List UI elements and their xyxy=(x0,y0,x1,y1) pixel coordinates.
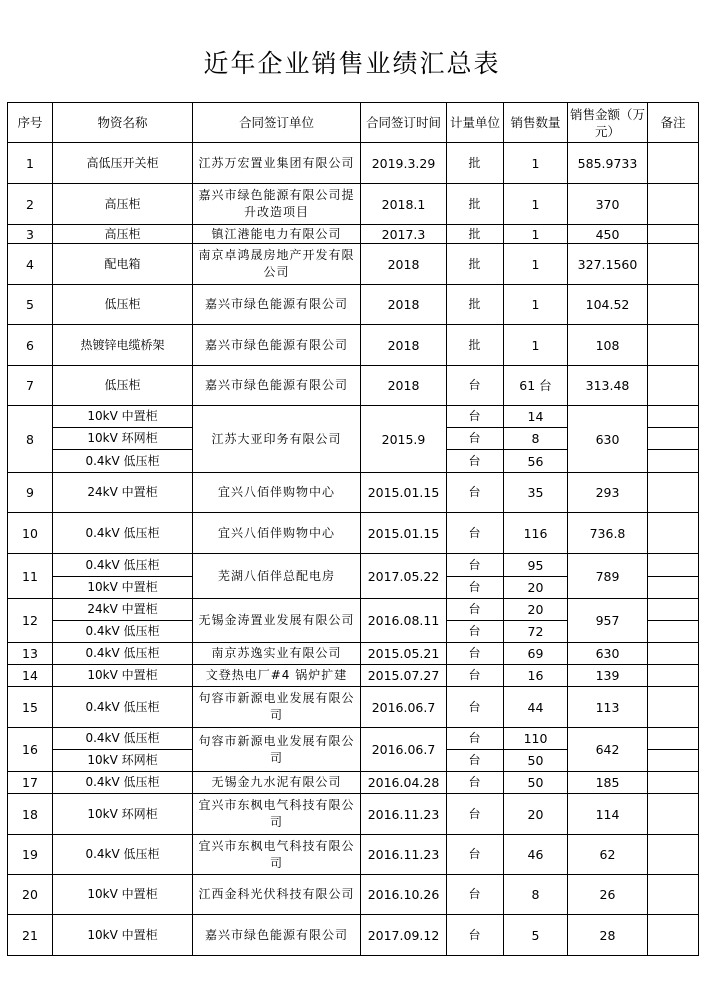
amount-cell: 293 xyxy=(568,473,648,513)
amount-cell: 736.8 xyxy=(568,513,648,554)
note-cell xyxy=(648,406,699,428)
note-cell xyxy=(648,325,699,366)
note-cell xyxy=(648,599,699,621)
row-no-cell: 12 xyxy=(8,599,53,643)
row-no-cell: 21 xyxy=(8,915,53,956)
row-no-cell: 11 xyxy=(8,554,53,599)
contract-date-cell: 2015.07.27 xyxy=(361,665,447,687)
item-name-cell: 10kV 环网柜 xyxy=(53,750,193,772)
qty-cell: 20 xyxy=(504,577,568,599)
row-no-cell: 4 xyxy=(8,244,53,285)
qty-cell: 14 xyxy=(504,406,568,428)
table-row xyxy=(8,325,699,366)
qty-cell: 1 xyxy=(504,184,568,225)
amount-cell: 630 xyxy=(568,643,648,665)
contract-date-cell: 2018 xyxy=(361,244,447,285)
amount-cell: 370 xyxy=(568,184,648,225)
item-name-cell: 高低压开关柜 xyxy=(53,143,193,184)
qty-cell: 35 xyxy=(504,473,568,513)
amount-cell: 450 xyxy=(568,225,648,244)
item-name-cell: 0.4kV 低压柜 xyxy=(53,554,193,577)
item-name-cell: 10kV 中置柜 xyxy=(53,915,193,956)
table-row xyxy=(8,772,699,794)
amount-cell: 108 xyxy=(568,325,648,366)
row-no-cell: 7 xyxy=(8,366,53,406)
table-row xyxy=(8,406,699,428)
row-no-cell: 5 xyxy=(8,285,53,325)
item-name-cell: 低压柜 xyxy=(53,285,193,325)
unit-cell: 台 xyxy=(447,599,504,621)
amount-cell: 139 xyxy=(568,665,648,687)
table-row xyxy=(8,794,699,835)
amount-cell: 313.48 xyxy=(568,366,648,406)
qty-cell: 50 xyxy=(504,750,568,772)
table-row xyxy=(8,835,699,875)
contract-date-cell: 2017.05.22 xyxy=(361,554,447,599)
contract-date-cell: 2017.3 xyxy=(361,225,447,244)
item-name-cell: 10kV 环网柜 xyxy=(53,428,193,450)
amount-cell: 630 xyxy=(568,406,648,473)
item-name-cell: 24kV 中置柜 xyxy=(53,473,193,513)
table-row xyxy=(8,728,699,750)
item-name-cell: 10kV 中置柜 xyxy=(53,665,193,687)
note-cell xyxy=(648,665,699,687)
contract-date-cell: 2016.06.7 xyxy=(361,687,447,728)
qty-cell: 1 xyxy=(504,244,568,285)
note-cell xyxy=(648,554,699,577)
table-body xyxy=(8,143,699,956)
item-name-cell: 0.4kV 低压柜 xyxy=(53,621,193,643)
header-cell-no: 序号 xyxy=(8,103,53,143)
contract-date-cell: 2017.09.12 xyxy=(361,915,447,956)
table-row xyxy=(8,687,699,728)
note-cell xyxy=(648,794,699,835)
table-row xyxy=(8,554,699,577)
note-cell xyxy=(648,513,699,554)
table-row xyxy=(8,143,699,184)
qty-cell: 20 xyxy=(504,599,568,621)
amount-cell: 26 xyxy=(568,875,648,915)
table-row xyxy=(8,643,699,665)
item-name-cell: 24kV 中置柜 xyxy=(53,599,193,621)
contract-org-cell: 文登热电厂#4 锅炉扩建 xyxy=(193,665,361,687)
item-name-cell: 10kV 环网柜 xyxy=(53,794,193,835)
qty-cell: 1 xyxy=(504,143,568,184)
item-name-cell: 0.4kV 低压柜 xyxy=(53,728,193,750)
unit-cell: 台 xyxy=(447,794,504,835)
unit-cell: 批 xyxy=(447,143,504,184)
item-name-cell: 0.4kV 低压柜 xyxy=(53,687,193,728)
contract-org-cell: 江苏万宏置业集团有限公司 xyxy=(193,143,361,184)
qty-cell: 95 xyxy=(504,554,568,577)
header-cell-qty: 销售数量 xyxy=(504,103,568,143)
note-cell xyxy=(648,244,699,285)
amount-cell: 28 xyxy=(568,915,648,956)
unit-cell: 台 xyxy=(447,687,504,728)
item-name-cell: 10kV 中置柜 xyxy=(53,577,193,599)
unit-cell: 台 xyxy=(447,366,504,406)
contract-date-cell: 2016.08.11 xyxy=(361,599,447,643)
note-cell xyxy=(648,450,699,473)
qty-cell: 61 台 xyxy=(504,366,568,406)
item-name-cell: 0.4kV 低压柜 xyxy=(53,835,193,875)
contract-date-cell: 2018 xyxy=(361,285,447,325)
header-row xyxy=(8,103,699,143)
sales-summary-table xyxy=(7,102,699,956)
contract-org-cell: 嘉兴市绿色能源有限公司提升改造项目 xyxy=(193,184,361,225)
table-row xyxy=(8,184,699,225)
unit-cell: 台 xyxy=(447,875,504,915)
contract-date-cell: 2015.01.15 xyxy=(361,513,447,554)
note-cell xyxy=(648,184,699,225)
contract-org-cell: 嘉兴市绿色能源有限公司 xyxy=(193,915,361,956)
table-row xyxy=(8,875,699,915)
qty-cell: 44 xyxy=(504,687,568,728)
note-cell xyxy=(648,285,699,325)
qty-cell: 116 xyxy=(504,513,568,554)
note-cell xyxy=(648,687,699,728)
qty-cell: 110 xyxy=(504,728,568,750)
unit-cell: 台 xyxy=(447,915,504,956)
contract-date-cell: 2019.3.29 xyxy=(361,143,447,184)
row-no-cell: 19 xyxy=(8,835,53,875)
table-row xyxy=(8,915,699,956)
contract-date-cell: 2018.1 xyxy=(361,184,447,225)
unit-cell: 台 xyxy=(447,406,504,428)
row-no-cell: 15 xyxy=(8,687,53,728)
note-cell xyxy=(648,875,699,915)
row-no-cell: 2 xyxy=(8,184,53,225)
header-cell-amount: 销售金额（万元） xyxy=(568,103,648,143)
qty-cell: 1 xyxy=(504,285,568,325)
header-cell-unit: 计量单位 xyxy=(447,103,504,143)
unit-cell: 台 xyxy=(447,665,504,687)
row-no-cell: 14 xyxy=(8,665,53,687)
table-row xyxy=(8,513,699,554)
qty-cell: 16 xyxy=(504,665,568,687)
table-row xyxy=(8,599,699,621)
contract-org-cell: 南京卓鸿晟房地产开发有限公司 xyxy=(193,244,361,285)
qty-cell: 8 xyxy=(504,875,568,915)
note-cell xyxy=(648,143,699,184)
contract-org-cell: 无锡金九水泥有限公司 xyxy=(193,772,361,794)
header-cell-date: 合同签订时间 xyxy=(361,103,447,143)
item-name-cell: 热镀锌电缆桥架 xyxy=(53,325,193,366)
row-no-cell: 20 xyxy=(8,875,53,915)
row-no-cell: 10 xyxy=(8,513,53,554)
note-cell xyxy=(648,750,699,772)
amount-cell: 327.1560 xyxy=(568,244,648,285)
table-row xyxy=(8,473,699,513)
unit-cell: 台 xyxy=(447,835,504,875)
unit-cell: 批 xyxy=(447,225,504,244)
unit-cell: 批 xyxy=(447,285,504,325)
note-cell xyxy=(648,225,699,244)
table-row xyxy=(8,225,699,244)
contract-org-cell: 江西金科光伏科技有限公司 xyxy=(193,875,361,915)
unit-cell: 台 xyxy=(447,513,504,554)
contract-org-cell: 嘉兴市绿色能源有限公司 xyxy=(193,366,361,406)
contract-org-cell: 芜湖八佰伴总配电房 xyxy=(193,554,361,599)
unit-cell: 台 xyxy=(447,577,504,599)
contract-org-cell: 无锡金涛置业发展有限公司 xyxy=(193,599,361,643)
table-row xyxy=(8,665,699,687)
amount-cell: 585.9733 xyxy=(568,143,648,184)
unit-cell: 台 xyxy=(447,728,504,750)
note-cell xyxy=(648,728,699,750)
unit-cell: 批 xyxy=(447,325,504,366)
note-cell xyxy=(648,473,699,513)
item-name-cell: 10kV 中置柜 xyxy=(53,875,193,915)
contract-date-cell: 2015.9 xyxy=(361,406,447,473)
contract-org-cell: 南京苏逸实业有限公司 xyxy=(193,643,361,665)
row-no-cell: 17 xyxy=(8,772,53,794)
note-cell xyxy=(648,428,699,450)
unit-cell: 台 xyxy=(447,450,504,473)
item-name-cell: 高压柜 xyxy=(53,225,193,244)
qty-cell: 8 xyxy=(504,428,568,450)
unit-cell: 台 xyxy=(447,428,504,450)
contract-org-cell: 宜兴八佰伴购物中心 xyxy=(193,513,361,554)
document-title: 近年企业销售业绩汇总表 xyxy=(203,49,501,78)
contract-org-cell: 句容市新源电业发展有限公司 xyxy=(193,728,361,772)
qty-cell: 50 xyxy=(504,772,568,794)
header-cell-item: 物资名称 xyxy=(53,103,193,143)
qty-cell: 5 xyxy=(504,915,568,956)
contract-org-cell: 镇江港能电力有限公司 xyxy=(193,225,361,244)
contract-org-cell: 宜兴八佰伴购物中心 xyxy=(193,473,361,513)
amount-cell: 642 xyxy=(568,728,648,772)
unit-cell: 台 xyxy=(447,772,504,794)
amount-cell: 789 xyxy=(568,554,648,599)
unit-cell: 批 xyxy=(447,184,504,225)
item-name-cell: 低压柜 xyxy=(53,366,193,406)
amount-cell: 113 xyxy=(568,687,648,728)
unit-cell: 台 xyxy=(447,473,504,513)
amount-cell: 185 xyxy=(568,772,648,794)
note-cell xyxy=(648,577,699,599)
note-cell xyxy=(648,621,699,643)
contract-org-cell: 嘉兴市绿色能源有限公司 xyxy=(193,285,361,325)
contract-org-cell: 宜兴市东枫电气科技有限公司 xyxy=(193,835,361,875)
header-cell-note: 备注 xyxy=(648,103,699,143)
note-cell xyxy=(648,366,699,406)
unit-cell: 台 xyxy=(447,621,504,643)
table-row xyxy=(8,366,699,406)
note-cell xyxy=(648,772,699,794)
unit-cell: 台 xyxy=(447,750,504,772)
qty-cell: 72 xyxy=(504,621,568,643)
amount-cell: 62 xyxy=(568,835,648,875)
item-name-cell: 高压柜 xyxy=(53,184,193,225)
row-no-cell: 18 xyxy=(8,794,53,835)
contract-date-cell: 2015.05.21 xyxy=(361,643,447,665)
qty-cell: 1 xyxy=(504,225,568,244)
row-no-cell: 6 xyxy=(8,325,53,366)
unit-cell: 台 xyxy=(447,554,504,577)
item-name-cell: 配电箱 xyxy=(53,244,193,285)
item-name-cell: 0.4kV 低压柜 xyxy=(53,513,193,554)
note-cell xyxy=(648,643,699,665)
note-cell xyxy=(648,835,699,875)
item-name-cell: 0.4kV 低压柜 xyxy=(53,643,193,665)
item-name-cell: 0.4kV 低压柜 xyxy=(53,772,193,794)
note-cell xyxy=(648,915,699,956)
contract-org-cell: 江苏大亚印务有限公司 xyxy=(193,406,361,473)
contract-date-cell: 2018 xyxy=(361,325,447,366)
table-row xyxy=(8,285,699,325)
qty-cell: 56 xyxy=(504,450,568,473)
item-name-cell: 0.4kV 低压柜 xyxy=(53,450,193,473)
row-no-cell: 3 xyxy=(8,225,53,244)
qty-cell: 20 xyxy=(504,794,568,835)
table-row xyxy=(8,244,699,285)
unit-cell: 台 xyxy=(447,643,504,665)
row-no-cell: 1 xyxy=(8,143,53,184)
row-no-cell: 9 xyxy=(8,473,53,513)
contract-date-cell: 2015.01.15 xyxy=(361,473,447,513)
row-no-cell: 13 xyxy=(8,643,53,665)
amount-cell: 114 xyxy=(568,794,648,835)
contract-org-cell: 宜兴市东枫电气科技有限公司 xyxy=(193,794,361,835)
contract-date-cell: 2016.10.26 xyxy=(361,875,447,915)
contract-date-cell: 2016.11.23 xyxy=(361,835,447,875)
contract-date-cell: 2016.06.7 xyxy=(361,728,447,772)
contract-org-cell: 嘉兴市绿色能源有限公司 xyxy=(193,325,361,366)
amount-cell: 104.52 xyxy=(568,285,648,325)
contract-date-cell: 2018 xyxy=(361,366,447,406)
contract-date-cell: 2016.04.28 xyxy=(361,772,447,794)
contract-date-cell: 2016.11.23 xyxy=(361,794,447,835)
qty-cell: 69 xyxy=(504,643,568,665)
unit-cell: 批 xyxy=(447,244,504,285)
row-no-cell: 8 xyxy=(8,406,53,473)
item-name-cell: 10kV 中置柜 xyxy=(53,406,193,428)
amount-cell: 957 xyxy=(568,599,648,643)
contract-org-cell: 句容市新源电业发展有限公司 xyxy=(193,687,361,728)
qty-cell: 1 xyxy=(504,325,568,366)
header-cell-org: 合同签订单位 xyxy=(193,103,361,143)
row-no-cell: 16 xyxy=(8,728,53,772)
qty-cell: 46 xyxy=(504,835,568,875)
